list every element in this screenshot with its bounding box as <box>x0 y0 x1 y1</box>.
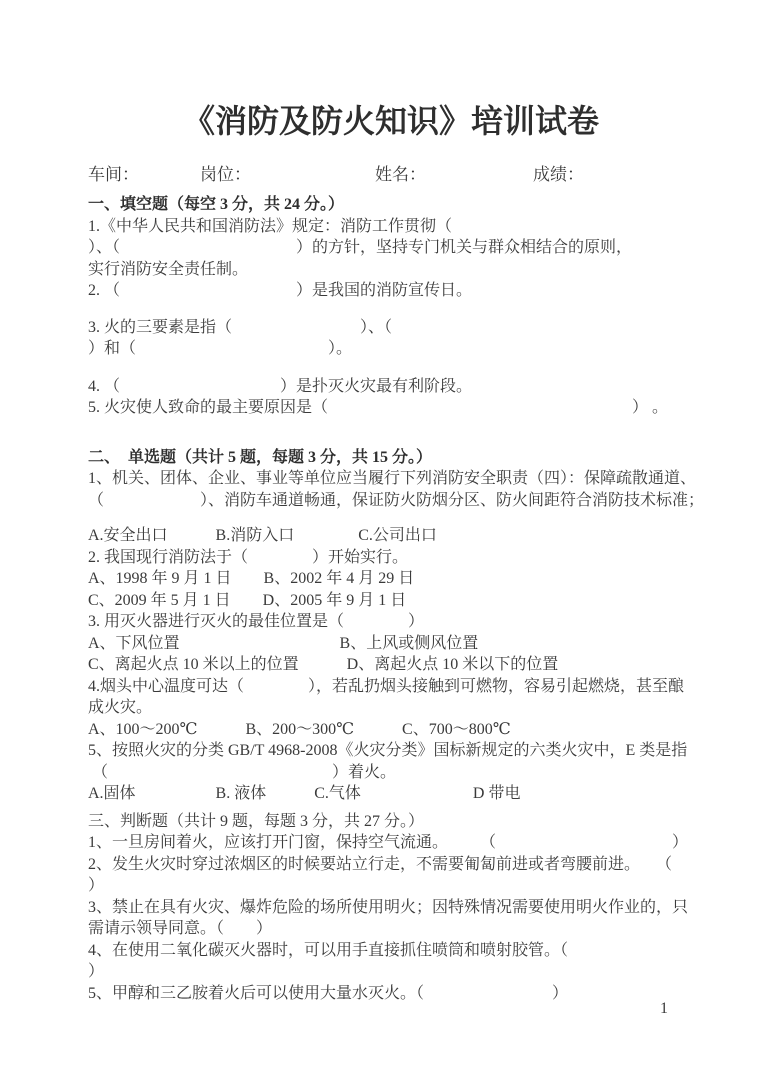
s2-q1-options: A.安全出口 B.消防入口 C.公司出口 <box>88 527 437 544</box>
s2-q5-line1: 5、按照火灾的分类 GB/T 4968-2008《火灾分类》国标新规定的六类火灾中，E 类是指 <box>88 742 688 759</box>
section1-heading: 一、填空题（每空 3 分，共 24 分。） <box>88 196 345 213</box>
s3-q2-line1: 2、发生火灾时穿过浓烟区的时候要站立行走，不需要匍匐前进或者弯腰前进。 （ <box>88 855 673 873</box>
section3-heading: 三、判断题（共计 9 题，每题 3 分，共 27 分。） <box>88 812 425 830</box>
workshop-field-label: 车间： <box>88 165 139 184</box>
s2-q5-line2: （ ）着火。 <box>88 763 397 781</box>
section2-heading: 二、 单选题（共计 5 题，每题 3 分，共 15 分。） <box>88 448 433 466</box>
s2-q3-options-ab: A、下风位置 B、上风或侧风位置 <box>88 634 479 652</box>
s2-q2-options-ab: A、1998 年 9 月 1 日 B、2002 年 4 月 29 日 <box>88 570 415 587</box>
s2-q3: 3. 用灭火器进行灭火的最佳位置是（ ） <box>88 613 425 630</box>
s1-q1-line1: 1.《中华人民共和国消防法》规定：消防工作贯彻（ <box>88 217 453 235</box>
s1-q4: 4. （ ）是扑灭火灾最有利阶段。 <box>88 377 473 395</box>
s3-q2-line2: ） <box>88 877 105 894</box>
s2-q5-options: A.固体 B. 液体 C.气体 D 带电 <box>88 785 521 802</box>
page-content <box>88 100 705 1004</box>
s2-q3-options-cd: C、离起火点 10 米以上的位置 D、离起火点 10 米以下的位置 <box>88 656 559 673</box>
s3-q4-line2: ） <box>88 963 105 980</box>
s2-q4-line1: 4.烟头中心温度可达（ ），若乱扔烟头接触到可燃物，容易引起燃烧，甚至酿 <box>88 677 685 695</box>
s3-q1: 1、一旦房间着火，应该打开门窗，保持空气流通。 （ ） <box>88 834 689 851</box>
s2-q4-options: A、100～200℃ B、200～300℃ C、700～800℃ <box>88 720 511 738</box>
s2-q1-line2: （ ）、消防车通道畅通，保证防火防烟分区、防火间距符合消防技术标准； <box>88 491 705 509</box>
page-title: 《消防及防火知识》培训试卷 <box>182 103 599 139</box>
s1-q3-line2: ）和（ ）。 <box>88 340 353 357</box>
exam-header-fields <box>88 160 694 182</box>
s2-q1-line1: 1、机关、团体、企业、事业等单位应当履行下列消防安全职责（四）：保障疏散通道、 <box>88 470 697 487</box>
s1-q1-line3: 实行消防安全责任制。 <box>88 260 249 278</box>
s1-q1-line2: ）、（ ）的方针，坚持专门机关与群众相结合的原则， <box>88 239 633 256</box>
s3-q5: 5、甲醇和三乙胺着火后可以使用大量水灭火。（ ） <box>88 984 569 1002</box>
position-field-label: 岗位： <box>200 165 251 184</box>
s1-q5: 5. 火灾使人致命的最主要原因是（ ） 。 <box>88 399 669 416</box>
score-field-label: 成绩： <box>533 165 584 184</box>
s1-q3-line1: 3. 火的三要素是指（ ）、（ <box>88 318 393 336</box>
s3-q4-line1: 4、在使用二氧化碳灭火器时，可以用手直接抓住喷筒和喷射胶管。（ <box>88 941 569 959</box>
s2-q2: 2. 我国现行消防法于（ ）开始实行。 <box>88 548 409 566</box>
s3-q3-line2: 需请示领导同意。（ ） <box>88 920 273 937</box>
s2-q2-options-cd: C、2009 年 5 月 1 日 D、2005 年 9 月 1 日 <box>88 591 407 609</box>
page-number: 1 <box>660 1000 668 1017</box>
exam-body-text <box>88 194 705 1004</box>
s1-q2: 2. （ ）是我国的消防宣传日。 <box>88 282 473 299</box>
s2-q4-line2: 成火灾。 <box>88 699 153 716</box>
s3-q3-line1: 3、禁止在具有火灾、爆炸危险的场所使用明火；因特殊情况需要使用明火作业的，只 <box>88 898 689 916</box>
name-field-label: 姓名： <box>375 165 426 184</box>
